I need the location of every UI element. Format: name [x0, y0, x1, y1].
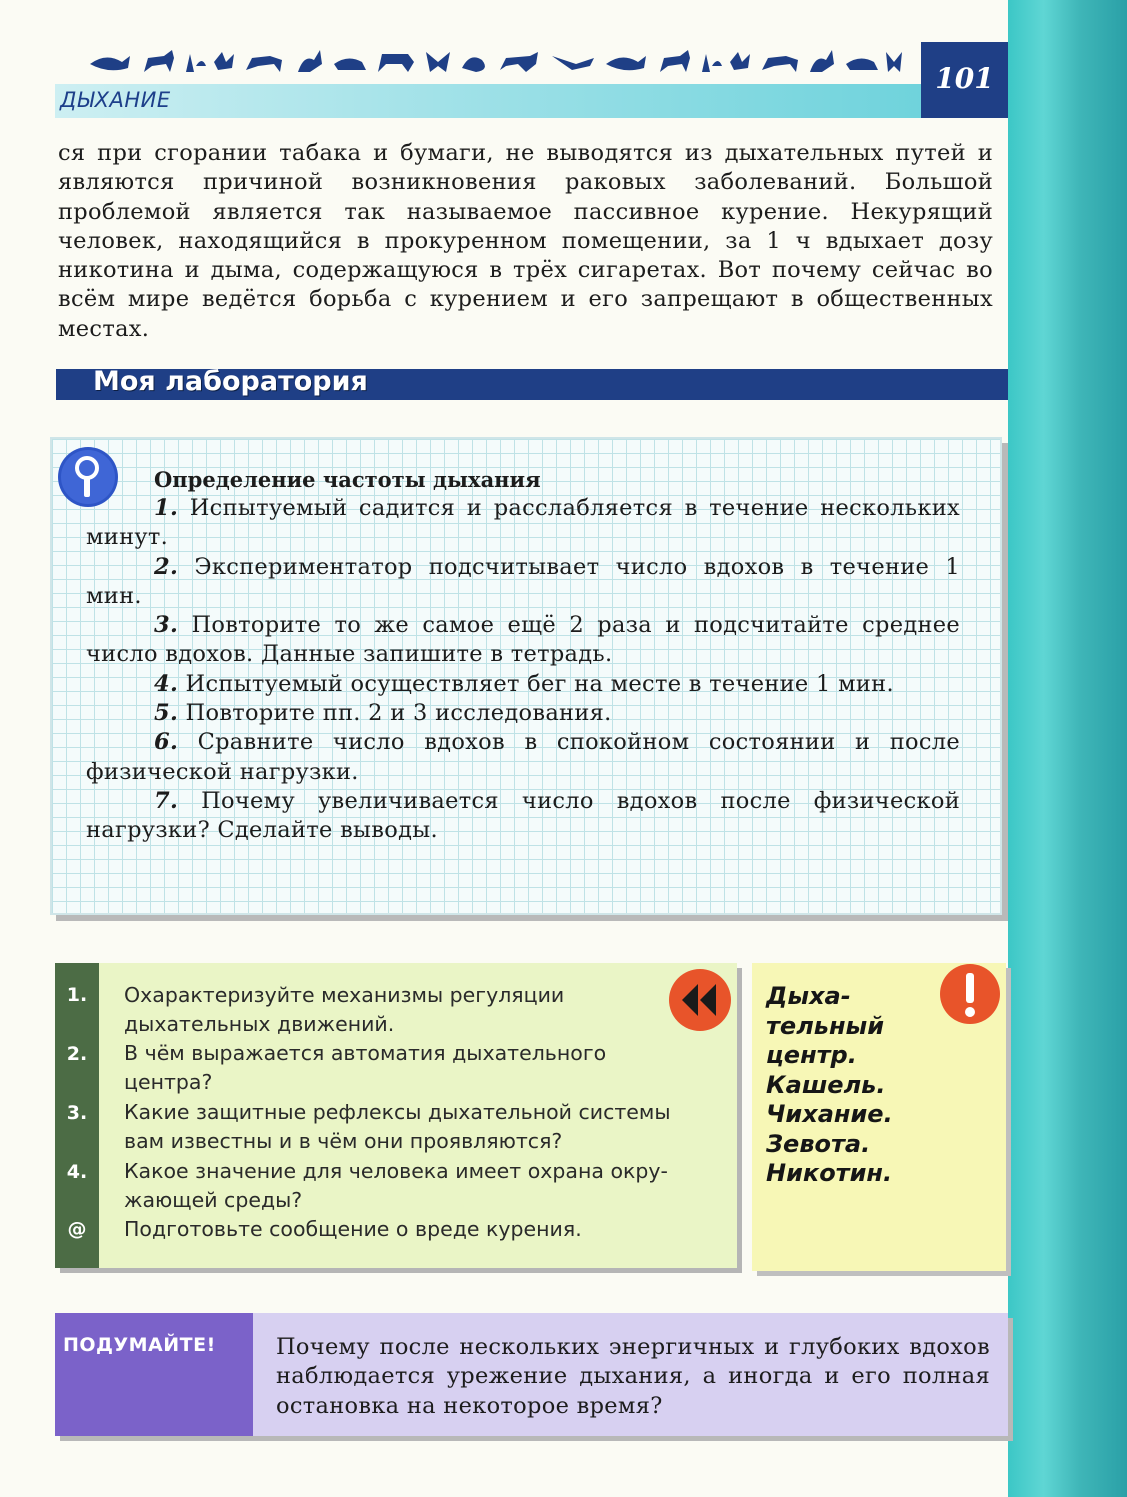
key-term: Дыха- — [766, 982, 851, 1010]
think-label-panel — [55, 1313, 253, 1436]
question-item: В чём выражается автоматия дыхательного центра? — [124, 1041, 607, 1094]
question-item: Охарактеризуйте механизмы регуляции дыхательных движений. — [124, 983, 565, 1036]
lab-step: 1. Испытуемый садится и расслабляется в течение нескольких минут. — [86, 495, 961, 551]
lab-heading: Определение частоты дыхания — [154, 467, 541, 492]
key-term: тельный — [766, 1011, 885, 1040]
lab-step: 3. Повторите то же самое ещё 2 раза и подсчитайте среднее число вдохов. Данные запишите в тетрадь. — [86, 612, 960, 668]
key-term: Зевота. — [766, 1129, 871, 1158]
question-number: 3. — [66, 1102, 88, 1124]
rewind-icon — [668, 968, 732, 1032]
page-number: 101 — [935, 62, 994, 95]
key-terms-list — [766, 982, 946, 1189]
think-question: Почему после нескольких энергичных и глубоких вдохов наблюдается урежение дыхания, а иногда и его полная остановка на некоторое время? — [276, 1334, 990, 1419]
key-term: центр. — [766, 1041, 857, 1069]
side-stripe — [1008, 0, 1127, 1497]
intro-paragraph: ся при сгорании табака и бумаги, не выводятся из дыхательных путей и являются причиной возникновения раковых заболеваний. Большой проблемой является так называемое пассивное курение. Некурящий человек, находящийся в прокуренном помещении, за 1 ч вдыхает дозу никотина и дыма, содержащуюся в трёх сигаретах. Вот почему сейчас во всём мире ведётся борьба с курением и его запрещают в общественных местах. — [58, 140, 993, 342]
lab-steps — [86, 494, 960, 846]
lab-title: Моя лаборатория — [93, 366, 368, 397]
question-item: Какое значение для человека имеет охрана окру- жающей среды? — [124, 1159, 668, 1212]
lab-step: 2. Экспериментатор подсчитывает число вдохов в течение 1 мин. — [86, 553, 961, 609]
question-item: Какие защитные рефлексы дыхательной системы вам известны и в чём они проявляются? — [124, 1100, 671, 1153]
section-title: ДЫХАНИЕ — [60, 88, 171, 112]
header-band — [55, 84, 921, 118]
lab-step: 5. Повторите пп. 2 и 3 исследования. — [154, 700, 612, 727]
question-number: @ — [67, 1218, 87, 1240]
question-number: 2. — [66, 1043, 88, 1065]
lab-step: 4. Испытуемый осуществляет бег на месте в течение 1 мин. — [154, 670, 894, 697]
exclamation-icon — [939, 963, 1001, 1025]
think-label: ПОДУМАЙТЕ! — [63, 1334, 216, 1356]
lab-step: 7. Почему увеличивается число вдохов после физической нагрузки? Сделайте выводы. — [86, 787, 960, 844]
question-number: 4. — [66, 1161, 88, 1183]
key-term: Кашель. — [766, 1070, 886, 1099]
question-item: Подготовьте сообщение о вреде курения. — [124, 1217, 582, 1241]
question-number: 1. — [66, 984, 88, 1006]
animal-silhouettes-strip — [86, 46, 906, 78]
key-term: Никотин. — [766, 1159, 893, 1187]
key-term: Чихание. — [766, 1100, 893, 1128]
lab-step: 6. Сравните число вдохов в спокойном состоянии и после физической нагрузки. — [86, 729, 960, 785]
